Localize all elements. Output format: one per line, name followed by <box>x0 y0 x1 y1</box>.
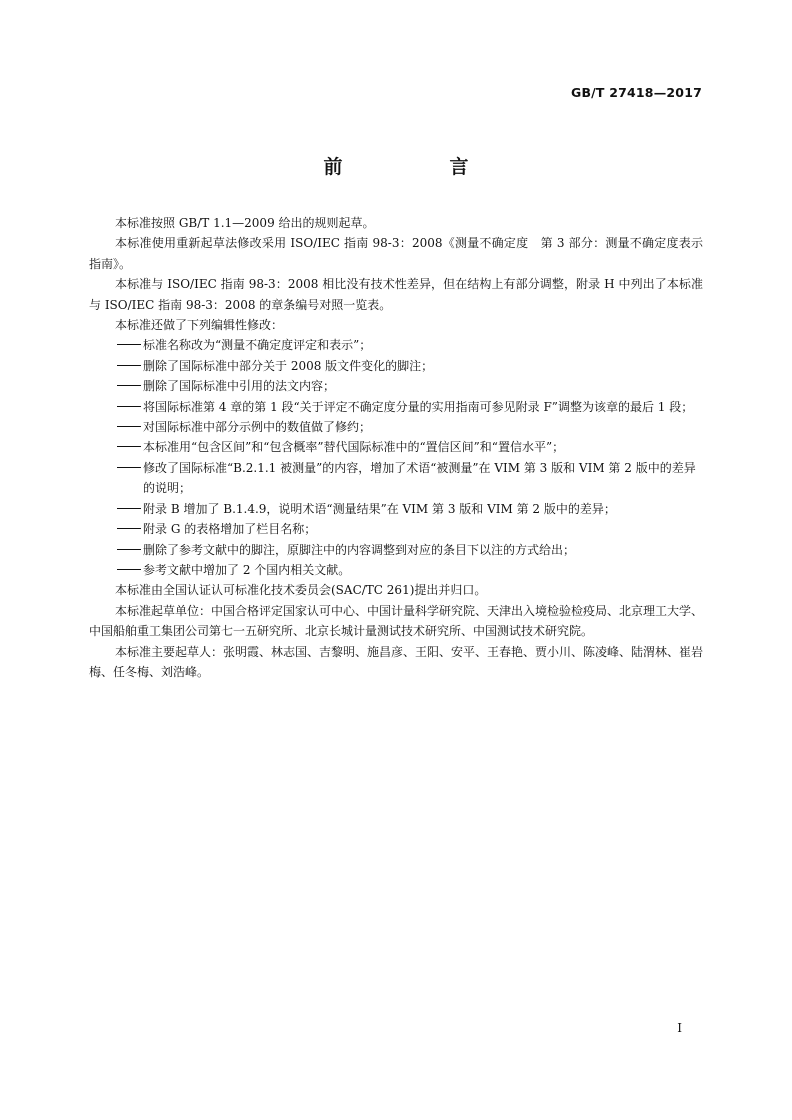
page-number: I <box>677 1021 682 1035</box>
list-item <box>89 335 703 355</box>
list-item-text: 参考文献中增加了 2 个国内相关文献。 <box>143 562 351 577</box>
list-item-text: 对国际标准中部分示例中的数值做了修约； <box>143 420 372 435</box>
dash-marker <box>117 376 141 396</box>
dash-marker <box>117 540 141 560</box>
list-item <box>89 458 703 499</box>
list-item <box>89 540 703 560</box>
list-item-text: 附录 G 的表格增加了栏目名称； <box>143 522 317 537</box>
paragraph: 本标准使用重新起草法修改采用 ISO/IEC 指南 98-3：2008《测量不确定度 第 3 部分：测量不确定度表示指南》。 <box>89 236 703 271</box>
list-item <box>89 519 703 539</box>
page-title: 前 言 <box>323 156 513 178</box>
dash-marker <box>117 356 141 376</box>
dash-marker <box>117 417 141 437</box>
list-item <box>89 376 703 396</box>
list-item-text: 删除了参考文献中的脚注，原脚注中的内容调整到对应的条目下以注的方式给出； <box>143 542 576 557</box>
list-item <box>89 499 703 519</box>
paragraph: 本标准主要起草人：张明霞、林志国、吉黎明、施昌彦、王阳、安平、王春艳、贾小川、陈凌峰、陆渭林、崔岩梅、任冬梅、刘浩峰。 <box>89 644 704 679</box>
paragraph: 本标准起草单位：中国合格评定国家认可中心、中国计量科学研究院、天津出入境检验检疫局、北京理工大学、中国船舶重工集团公司第七一五研究所、北京长城计量测试技术研究所、中国测试技术研究院。 <box>89 603 704 639</box>
list-item <box>89 397 703 417</box>
foreword-body <box>89 213 703 682</box>
list-item <box>89 560 703 580</box>
list-item-text: 修改了国际标准“B.2.1.1 被测量”的内容，增加了术语“被测量”在 VIM 第 3 版和 VIM 第 2 版中的差异的说明； <box>143 460 696 496</box>
dash-marker <box>117 335 141 355</box>
paragraph: 本标准由全国认证认可标准化技术委员会(SAC/TC 261)提出并归口。 <box>115 583 487 598</box>
paragraph: 本标准还做了下列编辑性修改： <box>115 318 284 333</box>
dash-marker <box>117 560 141 580</box>
list-item <box>89 417 703 437</box>
list-item-text: 删除了国际标准中部分关于 2008 版文件变化的脚注； <box>143 358 434 373</box>
list-item <box>89 356 703 376</box>
list-item-text: 附录 B 增加了 B.1.4.9，说明术语“测量结果”在 VIM 第 3 版和 VIM 第 2 版中的差异； <box>143 501 616 516</box>
paragraph: 本标准与 ISO/IEC 指南 98-3：2008 相比没有技术性差异，但在结构上有部分调整，附录 H 中列出了本标准与 ISO/IEC 指南 98-3：2008 的章条编号对照一览表。 <box>89 277 703 312</box>
list-item-text: 删除了国际标准中引用的法文内容； <box>143 379 336 394</box>
standard-code: GB/T 27418—2017 <box>570 85 702 100</box>
list-item <box>89 437 703 457</box>
dash-marker <box>117 499 141 519</box>
list-item-text: 本标准用“包含区间”和“包含概率”替代国际标准中的“置信区间”和“置信水平”； <box>143 440 565 455</box>
dash-marker <box>117 458 141 478</box>
list-item-text: 将国际标准第 4 章的第 1 段“关于评定不确定度分量的实用指南可参见附录 F”调整为该章的最后 1 段； <box>143 399 694 414</box>
paragraph: 本标准按照 GB/T 1.1—2009 给出的规则起草。 <box>115 216 375 230</box>
dash-marker <box>117 437 141 457</box>
edit-list <box>89 335 703 580</box>
dash-marker <box>117 397 141 417</box>
list-item-text: 标准名称改为“测量不确定度评定和表示”； <box>143 338 372 353</box>
dash-marker <box>117 519 141 539</box>
